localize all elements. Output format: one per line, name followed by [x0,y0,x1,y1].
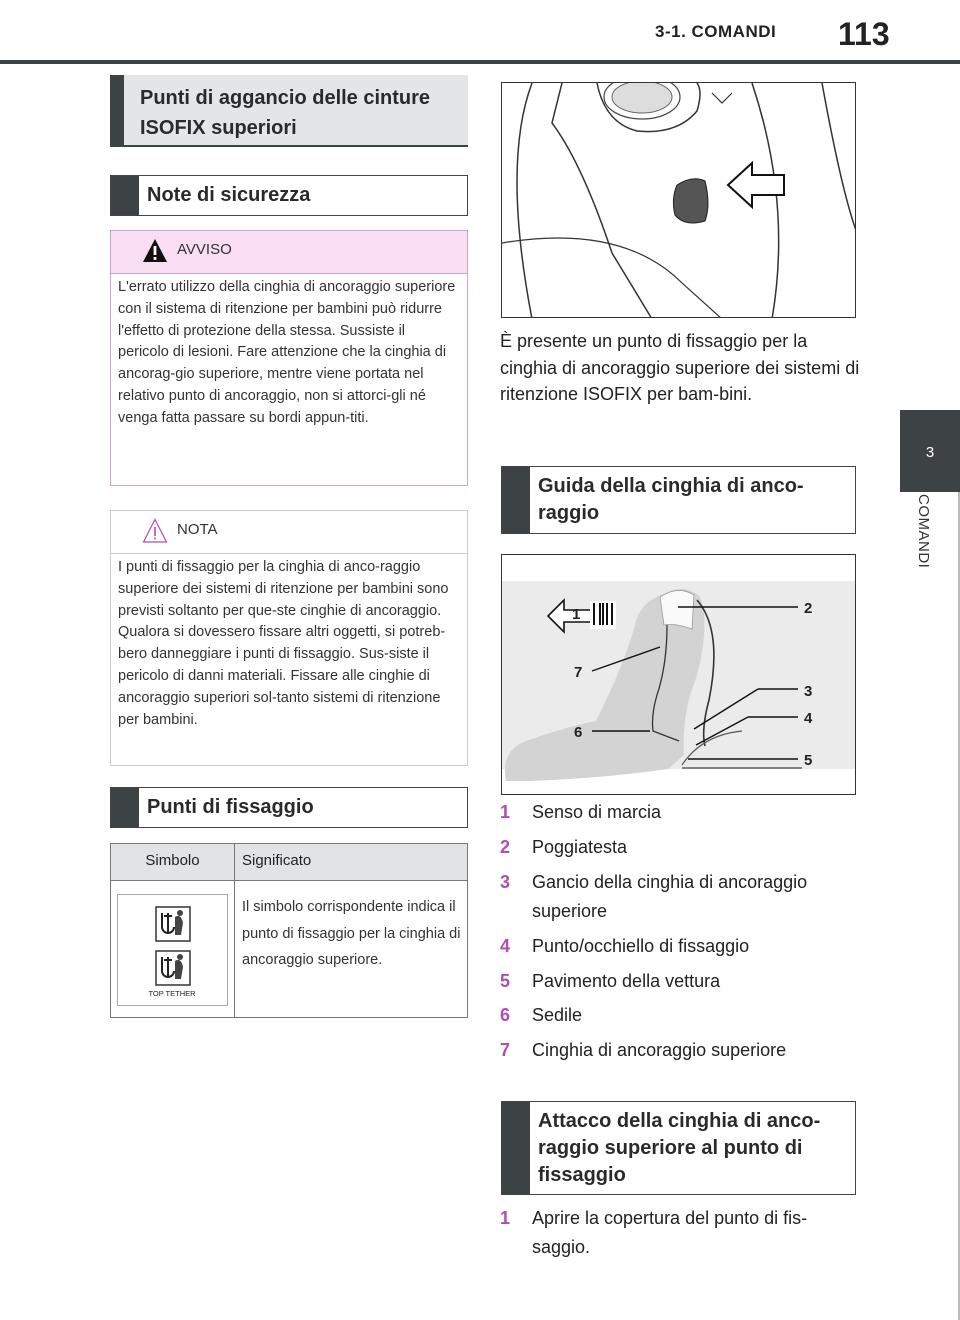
legend-number: 7 [500,1040,511,1060]
symbol-caption: TOP TETHER [148,989,196,998]
warning-text: L'errato utilizzo della cinghia di ancoraggio superiore con il sistema di ritenzione per bambini può ridurre l'effetto di protezione della stessa. Sussiste il pericolo di lesioni. Fare attenzione che la cinghia di ancorag-gio superiore, mentre viene portata nel relativo punto di ancoraggio, non si attorci-gli né venga fatta passare su bordi appun-titi. [118,279,456,426]
tether-routing-diagram [501,554,856,795]
legend-number: 3 [500,872,511,892]
intro-paragraph: È presente un punto di fissaggio per la cinghia di ancoraggio superiore dei sistemi di ritenzione ISOFIX per bam-bini. [500,331,860,404]
legend-number: 4 [500,936,511,956]
fig-label-7: 7 [574,664,583,681]
guide-heading-text: Guida della cinghia di anco-raggio [538,475,804,524]
chapter-tab-text: COMANDI [915,494,932,569]
legend-text: Senso di marcia [532,802,662,822]
step-number: 1 [500,1208,511,1228]
attach-heading-text: Attacco della cinghia di anco-raggio superiore al punto di fissaggio [538,1110,821,1186]
child-seat-anchor-icon [118,895,227,1005]
note-text: I punti di fissaggio per la cinghia di anco-raggio superiore dei sistemi di ritenzione per bambini sono previsti soltanto per que-ste cinghie di ancoraggio. Qualora si dovessero fissare altri oggetti, si potreb-bero danneggiare i punti di fissaggio. Sus-siste il pericolo di danni materiali. Fissare alle cinghie di ancoraggio superiori sol-tanto sistemi di ritenzione per bambini. [118,559,449,728]
symbol-meaning: Il simbolo corrispondente indica il punto di fissaggio per la cinghia di ancoraggio superiore. [242,899,461,968]
symbol-table [110,843,468,1018]
guide-heading [501,466,856,534]
note-box [110,510,468,766]
fig-label-2: 2 [804,600,813,617]
fig-label-5: 5 [804,752,813,769]
legend-number: 2 [500,837,511,857]
legend-text: Gancio della cinghia di ancoraggio superiore [532,872,808,921]
safety-heading [110,175,468,216]
fig-label-3: 3 [804,683,813,700]
main-heading-text: Punti di aggancio delle cinture ISOFIX superiori [140,87,431,139]
legend-text: Pavimento della vettura [532,971,721,991]
chapter-tab-number: 3 [900,410,960,492]
safety-heading-text: Note di sicurezza [147,184,311,206]
isofix-symbol [117,894,228,1006]
caution-outline-icon [142,518,168,544]
col-symbol: Simbolo [145,852,200,869]
warning-title: AVVISO [177,241,232,258]
fig-label-6: 6 [574,724,583,741]
legend-text: Cinghia di ancoraggio superiore [532,1040,787,1060]
anchor-point-illustration [501,82,856,318]
legend-number: 5 [500,971,511,991]
warning-box [110,230,468,486]
note-title-bar [111,511,467,554]
fig-label-4: 4 [804,710,813,727]
legend-text: Sedile [532,1005,583,1025]
page-number: 113 [838,16,890,52]
step-text: Aprire la copertura del punto di fis-saggio. [532,1208,808,1257]
section-title: 3-1. COMANDI [655,22,777,41]
legend-number: 6 [500,1005,511,1025]
legend-text: Punto/occhiello di fissaggio [532,936,750,956]
legend-number: 1 [500,802,511,822]
fig-label-1: 1 [572,606,581,623]
attach-heading [501,1101,856,1195]
col-meaning: Significato [242,852,312,869]
main-heading [110,75,468,147]
legend-text: Poggiatesta [532,837,628,857]
note-title: NOTA [177,521,218,538]
warning-title-bar [111,231,467,274]
warning-icon [142,238,168,264]
chapter-tab-label [912,490,932,630]
fix-heading-text: Punti di fissaggio [147,796,314,818]
header-rule [0,60,960,64]
table-header [111,844,467,881]
fix-heading [110,787,468,828]
